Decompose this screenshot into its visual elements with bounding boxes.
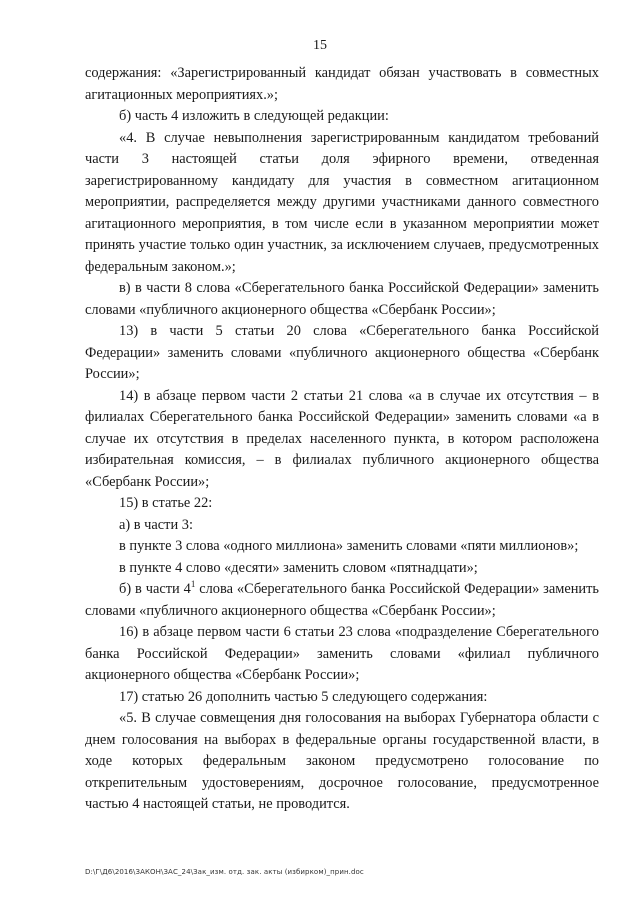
paragraph-item-b-part-4-1 bbox=[85, 579, 599, 622]
item-b-text-before: б) в части 4 bbox=[119, 581, 191, 597]
paragraph-quoted-part-4: «4. В случае невыполнения зарегистрированным кандидатом требований части 3 настоящей статьи доля эфирного времени, отведенная зарегистрированному кандидату для участия в совместном агитационном мероприятии, распределяется между другими участниками данного совместного агитационного мероприятия, в том числе если в указанном мероприятии может принять участие только один участник, за исключением случаев, предусмотренных федеральным законом.»; bbox=[85, 129, 599, 275]
paragraph-item-a: а) в части 3: bbox=[119, 516, 193, 533]
page-number: 15 bbox=[313, 38, 327, 53]
paragraph-point-3: в пункте 3 слова «одного миллиона» заменить словами «пяти миллионов»; bbox=[119, 538, 579, 554]
paragraph-item-13: 13) в части 5 статьи 20 слова «Сберегательного банка Российской Федерации» заменить словами «публичного акционерного общества «Сбербанк России»; bbox=[85, 323, 599, 382]
paragraph-item-14: 14) в абзаце первом части 2 статьи 21 слова «а в случае их отсутствия – в филиалах Сберегательного банка Российской Федерации» заменить словами «а в случае их отсутствия в пределах населенного пункта, в котором расположена избирательная комиссия, – в филиалах публичного акционерного общества «Сбербанк России»; bbox=[85, 387, 599, 490]
paragraph-point-4: в пункте 4 слово «десяти» заменить словом «пятнадцати»; bbox=[119, 559, 478, 576]
paragraph-item-b: б) часть 4 изложить в следующей редакции: bbox=[119, 108, 389, 124]
item-b-superscript: 1 bbox=[190, 579, 196, 590]
paragraph-item-15: 15) в статье 22: bbox=[119, 495, 213, 511]
file-path-footer: D:\Г\Д6\2016\ЗАКОН\ЗАС_24\Зак_изм. отд. зак. акты (избирком)_прин.doc bbox=[85, 868, 364, 876]
item-b-text-after: слова «Сберегательного банка Российской Федерации» заменить словами «публичного акционерного общества «Сбербанк России»; bbox=[85, 581, 599, 619]
document-body bbox=[85, 63, 599, 816]
paragraph-item-v: в) в части 8 слова «Сберегательного банка Российской Федерации» заменить словами «публичного акционерного общества «Сбербанк России»; bbox=[85, 280, 599, 318]
paragraph-item-17: 17) статью 26 дополнить частью 5 следующего содержания: bbox=[119, 688, 488, 705]
paragraph-item-16: 16) в абзаце первом части 6 статьи 23 слова «подразделение Сберегательного банка Российской Федерации» заменить словами «филиал публичного акционерного общества «Сбербанк России»; bbox=[85, 624, 599, 683]
paragraph-continuation: содержания: «Зарегистрированный кандидат обязан участвовать в совместных агитационных мероприятиях.»; bbox=[85, 65, 599, 103]
paragraph-quoted-part-5: «5. В случае совмещения дня голосования на выборах Губернатора области с днем голосования на выборах в федеральные органы государственной власти, в ходе которых федеральным законом предусмотрено голосование по открепительным удостоверениям, досрочное голосование, предусмотренное частью 4 настоящей статьи, не проводится. bbox=[85, 710, 599, 812]
